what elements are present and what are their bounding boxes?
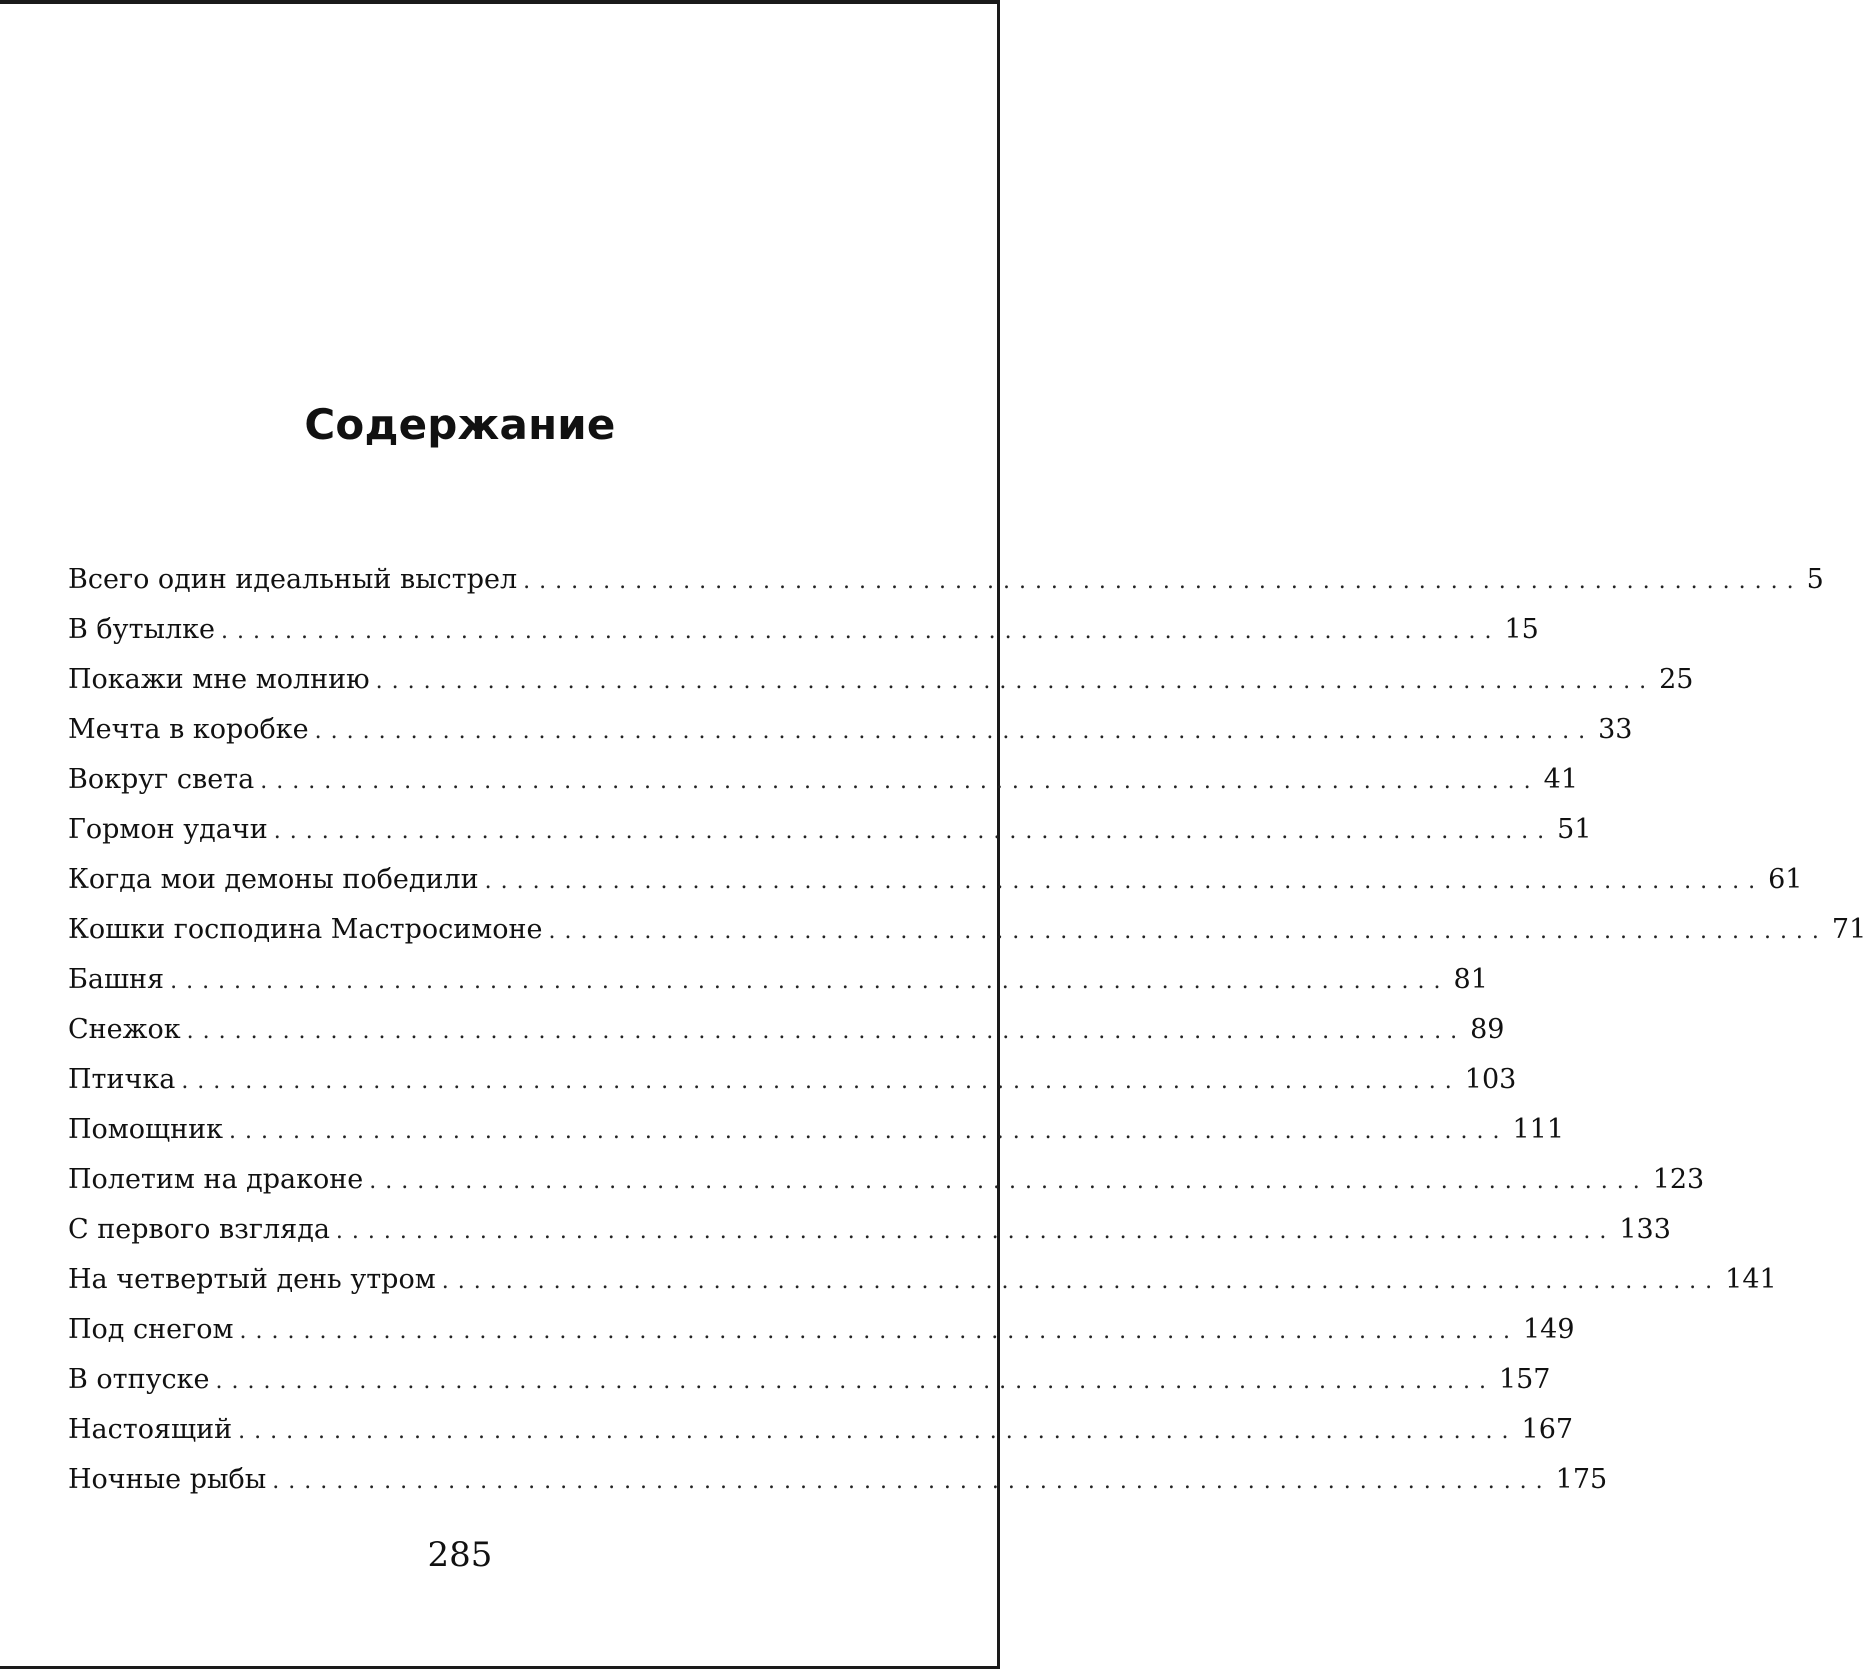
toc-entry-title: Башня: [68, 964, 165, 995]
toc-entry: [68, 1305, 1575, 1355]
toc-entry-page: 89: [1470, 1014, 1505, 1045]
toc-entry-title: С первого взгляда: [68, 1214, 330, 1245]
toc-entry-title: Снежок: [68, 1014, 181, 1045]
toc-dot-leader: ................................................................................: [369, 1169, 1649, 1194]
toc-entry-title: Кошки господина Мастросимоне: [68, 914, 543, 945]
toc-entry-page: 33: [1598, 714, 1633, 745]
toc-entry-title: Ночные рыбы: [68, 1464, 267, 1495]
toc-entry: [68, 1255, 1777, 1305]
toc-entry-title: Помощник: [68, 1114, 224, 1145]
toc-entry-page: 103: [1464, 1064, 1517, 1095]
toc-dot-leader: ................................................................................: [239, 1319, 1519, 1344]
toc-entry: [68, 805, 1592, 855]
toc-entry-title: На четвертый день утром: [68, 1264, 436, 1295]
toc-entry-page: 61: [1768, 864, 1803, 895]
toc-entry: [68, 905, 1866, 955]
toc-dot-leader: ................................................................................: [314, 719, 1595, 744]
toc-entry-title: Когда мои демоны победили: [68, 864, 479, 895]
toc-entry-title: Мечта в коробке: [68, 714, 309, 745]
toc-dot-leader: ................................................................................: [170, 969, 1450, 994]
toc-entry-title: Вокруг света: [68, 764, 255, 795]
toc-entry: [68, 1155, 1705, 1205]
toc-entry-page: 51: [1557, 814, 1592, 845]
toc-entry-title: Полетим на драконе: [68, 1164, 364, 1195]
toc-entry: [68, 955, 1488, 1005]
toc-entry-title: В бутылке: [68, 614, 215, 645]
toc-entry-page: 141: [1725, 1264, 1777, 1295]
toc-entry-page: 81: [1453, 964, 1488, 995]
toc-dot-leader: ................................................................................: [272, 1469, 1552, 1494]
toc-entry-page: 25: [1659, 664, 1694, 695]
page-number: 285: [427, 1535, 493, 1575]
toc-entry-title: В отпуске: [68, 1364, 210, 1395]
toc-entry-page: 175: [1555, 1464, 1608, 1495]
toc-entry-page: 111: [1512, 1114, 1565, 1145]
toc-dot-leader: ................................................................................: [273, 819, 1554, 844]
toc-entry-title: Настоящий: [68, 1414, 233, 1445]
toc-entry-page: 71: [1831, 914, 1866, 945]
toc-entry: [68, 1205, 1671, 1255]
toc-entry-page: 123: [1652, 1164, 1705, 1195]
toc-dot-leader: ................................................................................: [229, 1119, 1509, 1144]
toc-entry: [68, 1105, 1565, 1155]
page-title: Содержание: [304, 400, 616, 449]
toc-dot-leader: ................................................................................: [260, 769, 1540, 794]
toc-entry: [68, 605, 1539, 655]
toc-entry: [68, 1455, 1608, 1505]
toc-entry: [68, 855, 1803, 905]
toc-entry: [68, 705, 1633, 755]
toc-entry: [68, 1405, 1574, 1455]
toc-entry: [68, 655, 1694, 705]
toc-entry: [68, 1005, 1505, 1055]
toc-entry: [68, 555, 1824, 605]
toc-dot-leader: ................................................................................: [215, 1369, 1495, 1394]
toc-entry-page: 157: [1498, 1364, 1551, 1395]
toc-entry-page: 149: [1522, 1314, 1575, 1345]
toc-entry-title: Птичка: [68, 1064, 176, 1095]
toc-entry-title: Под снегом: [68, 1314, 234, 1345]
toc-dot-leader: ................................................................................: [335, 1219, 1616, 1244]
toc-dot-leader: ................................................................................: [186, 1019, 1467, 1044]
toc-dot-leader: ................................................................................: [375, 669, 1656, 694]
toc-entry-page: 15: [1504, 614, 1539, 645]
toc-dot-leader: ................................................................................: [548, 919, 1828, 944]
toc-dot-leader: ................................................................................: [523, 569, 1803, 594]
toc-entry: [68, 1055, 1517, 1105]
toc-entry-page: 167: [1521, 1414, 1574, 1445]
toc-entry-title: Покажи мне молнию: [68, 664, 370, 695]
toc-entry-title: Всего один идеальный выстрел: [68, 564, 518, 595]
toc-dot-leader: ................................................................................: [181, 1069, 1461, 1094]
page-edge-top: [0, 0, 1000, 4]
toc-entry: [68, 1355, 1551, 1405]
toc-dot-leader: ................................................................................: [221, 619, 1501, 644]
toc-dot-leader: ................................................................................: [238, 1419, 1518, 1444]
toc-entry-page: 5: [1806, 564, 1824, 595]
toc-entry-title: Гормон удачи: [68, 814, 268, 845]
toc-dot-leader: ................................................................................: [441, 1269, 1722, 1294]
toc-entry-page: 41: [1543, 764, 1579, 795]
table-of-contents: [68, 555, 1866, 1505]
toc-dot-leader: ................................................................................: [484, 869, 1765, 894]
toc-entry: [68, 755, 1579, 805]
toc-entry-page: 133: [1619, 1214, 1671, 1245]
